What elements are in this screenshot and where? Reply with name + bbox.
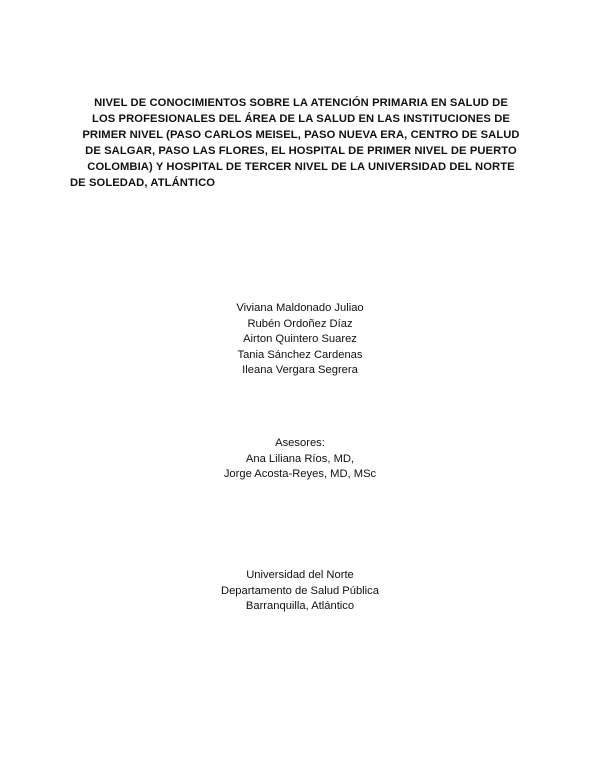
university-name: Universidad del Norte bbox=[246, 569, 354, 581]
author-name: Ileana Vergara Segrera bbox=[242, 364, 358, 376]
city-name: Barranquilla, Atlántico bbox=[245, 600, 355, 612]
author-name: Rubén Ordoñez Díaz bbox=[247, 317, 353, 330]
author-name: Viviana Maldonado Juliao bbox=[236, 302, 364, 314]
document-title bbox=[70, 95, 532, 191]
title-line: COLOMBIA) Y HOSPITAL DE TERCER NIVEL DE LA UNIVERSIDAD DEL NORTE bbox=[87, 161, 515, 173]
author-name: Airton Quintero Suarez bbox=[243, 333, 357, 345]
title-line: DE SOLEDAD, ATLÁNTICO bbox=[70, 177, 216, 189]
advisor-name: Jorge Acosta-Reyes, MD, MSc bbox=[223, 468, 377, 480]
title-line: PRIMER NIVEL (PASO CARLOS MEISEL, PASO NUEVA ERA, CENTRO DE SALUD bbox=[82, 129, 520, 141]
authors-list bbox=[0, 301, 600, 379]
title-line: LOS PROFESIONALES DEL ÁREA DE LA SALUD EN LAS INSTITUCIONES DE bbox=[92, 113, 510, 125]
advisors-block bbox=[0, 436, 600, 483]
advisors-heading: Asesores: bbox=[275, 437, 325, 449]
institution-block bbox=[0, 568, 600, 615]
title-line: DE SALGAR, PASO LAS FLORES, EL HOSPITAL DE PRIMER NIVEL DE PUERTO bbox=[85, 145, 517, 157]
department-name: Departamento de Salud Pública bbox=[221, 584, 379, 597]
advisor-name: Ana Liliana Ríos, MD, bbox=[245, 452, 355, 465]
title-line: NIVEL DE CONOCIMIENTOS SOBRE LA ATENCIÓN PRIMARIA EN SALUD DE bbox=[94, 97, 508, 109]
author-name: Tania Sánchez Cardenas bbox=[237, 348, 363, 361]
